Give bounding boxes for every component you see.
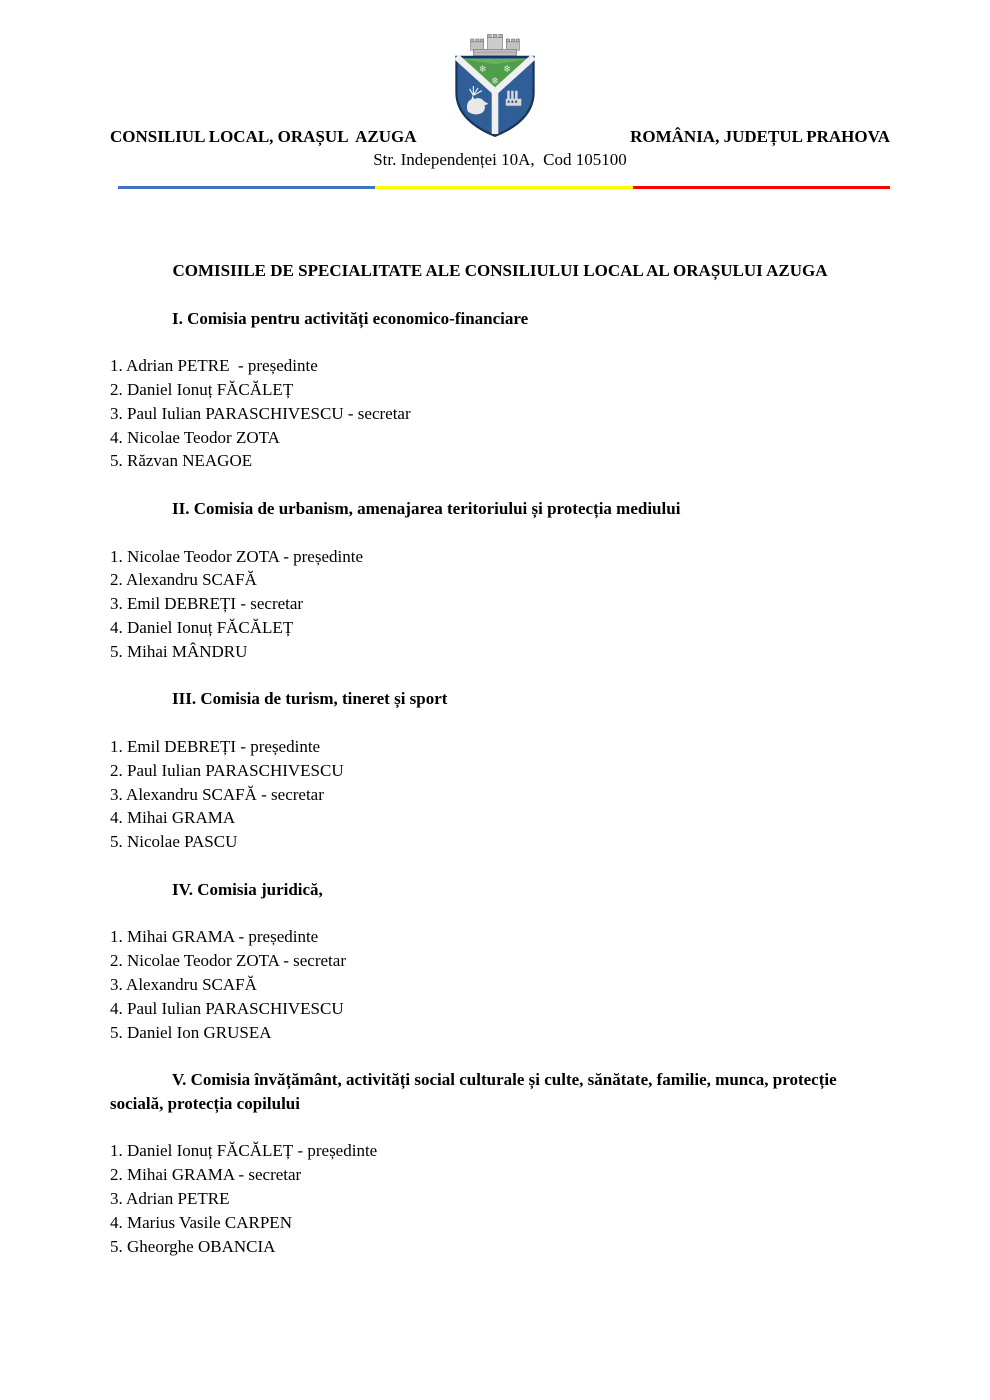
azuga-coat-of-arms-icon: [448, 33, 542, 139]
list-item: 3. Alexandru SCAFĂ: [110, 974, 257, 994]
mural-crown-icon: [471, 34, 520, 55]
list-item: 4. Daniel Ionuț FĂCĂLEȚ: [110, 617, 294, 637]
letterhead: [110, 126, 890, 148]
member-list: [110, 1139, 890, 1258]
list-item: 3. Adrian PETRE: [110, 1189, 230, 1209]
list-item: 5. Mihai MÂNDRU: [110, 641, 248, 661]
section-heading: I. Comisia pentru activități economico-financiare: [172, 308, 529, 328]
list-item: 3. Paul Iulian PARASCHIVESCU - secretar: [110, 403, 411, 423]
list-item: 4. Marius Vasile CARPEN: [110, 1212, 292, 1232]
list-item: 5. Gheorghe OBANCIA: [110, 1236, 276, 1256]
list-item: 2. Paul Iulian PARASCHIVESCU: [110, 760, 344, 780]
list-item: 2. Alexandru SCAFĂ: [110, 570, 257, 590]
section-heading: V. Comisia învățământ, activități social culturale și culte, sănătate, familie, munca, protecție socială, protecția copilului: [110, 1070, 841, 1113]
section-1: [110, 307, 890, 474]
list-item: 2. Daniel Ionuț FĂCĂLEȚ: [110, 379, 294, 399]
list-item: 3. Emil DEBREȚI - secretar: [110, 594, 304, 614]
tricolor-divider: [118, 186, 890, 189]
list-item: 5. Răzvan NEAGOE: [110, 451, 253, 471]
member-list: [110, 925, 890, 1044]
member-list: [110, 735, 890, 854]
list-item: 4. Nicolae Teodor ZOTA: [110, 427, 280, 447]
section-5: [110, 1068, 890, 1258]
section-heading: IV. Comisia juridică,: [172, 879, 323, 899]
flag-stripe-yellow: [375, 186, 632, 189]
member-list: [110, 545, 890, 664]
org-name-left: CONSILIUL LOCAL, ORAȘUL AZUGA: [110, 127, 417, 146]
document-body: [110, 259, 890, 1258]
section-2: [110, 497, 890, 664]
list-item: 1. Nicolae Teodor ZOTA - președinte: [110, 546, 363, 566]
svg-text:❄: ❄: [503, 63, 512, 75]
flag-stripe-blue: [118, 186, 375, 189]
list-item: 1. Emil DEBREȚI - președinte: [110, 736, 321, 756]
section-heading: III. Comisia de turism, tineret și sport: [172, 689, 448, 709]
coat-of-arms: [448, 33, 542, 139]
section-3: [110, 687, 890, 854]
svg-text:❄: ❄: [478, 63, 487, 75]
list-item: 4. Paul Iulian PARASCHIVESCU: [110, 998, 344, 1018]
list-item: 5. Nicolae PASCU: [110, 832, 238, 852]
list-item: 5. Daniel Ion GRUSEA: [110, 1022, 272, 1042]
list-item: 1. Daniel Ionuț FĂCĂLEȚ - președinte: [110, 1141, 378, 1161]
flag-stripe-red: [633, 186, 890, 189]
member-list: [110, 354, 890, 473]
list-item: 1. Mihai GRAMA - președinte: [110, 927, 319, 947]
list-item: 1. Adrian PETRE - președinte: [110, 356, 318, 376]
section-4: [110, 878, 890, 1045]
list-item: 2. Nicolae Teodor ZOTA - secretar: [110, 951, 346, 971]
shield-icon: [456, 57, 533, 136]
list-item: 4. Mihai GRAMA: [110, 808, 236, 828]
list-item: 3. Alexandru SCAFĂ - secretar: [110, 784, 324, 804]
org-name-right: ROMÂNIA, JUDEȚUL PRAHOVA: [630, 127, 890, 146]
section-heading: II. Comisia de urbanism, amenajarea teritoriului și protecția mediului: [172, 498, 681, 518]
list-item: 2. Mihai GRAMA - secretar: [110, 1165, 302, 1185]
org-address: Str. Independenței 10A, Cod 105100: [373, 150, 627, 169]
page-title: COMISIILE DE SPECIALITATE ALE CONSILIULUI LOCAL AL ORAȘULUI AZUGA: [172, 261, 828, 280]
svg-text:❄: ❄: [491, 76, 499, 88]
